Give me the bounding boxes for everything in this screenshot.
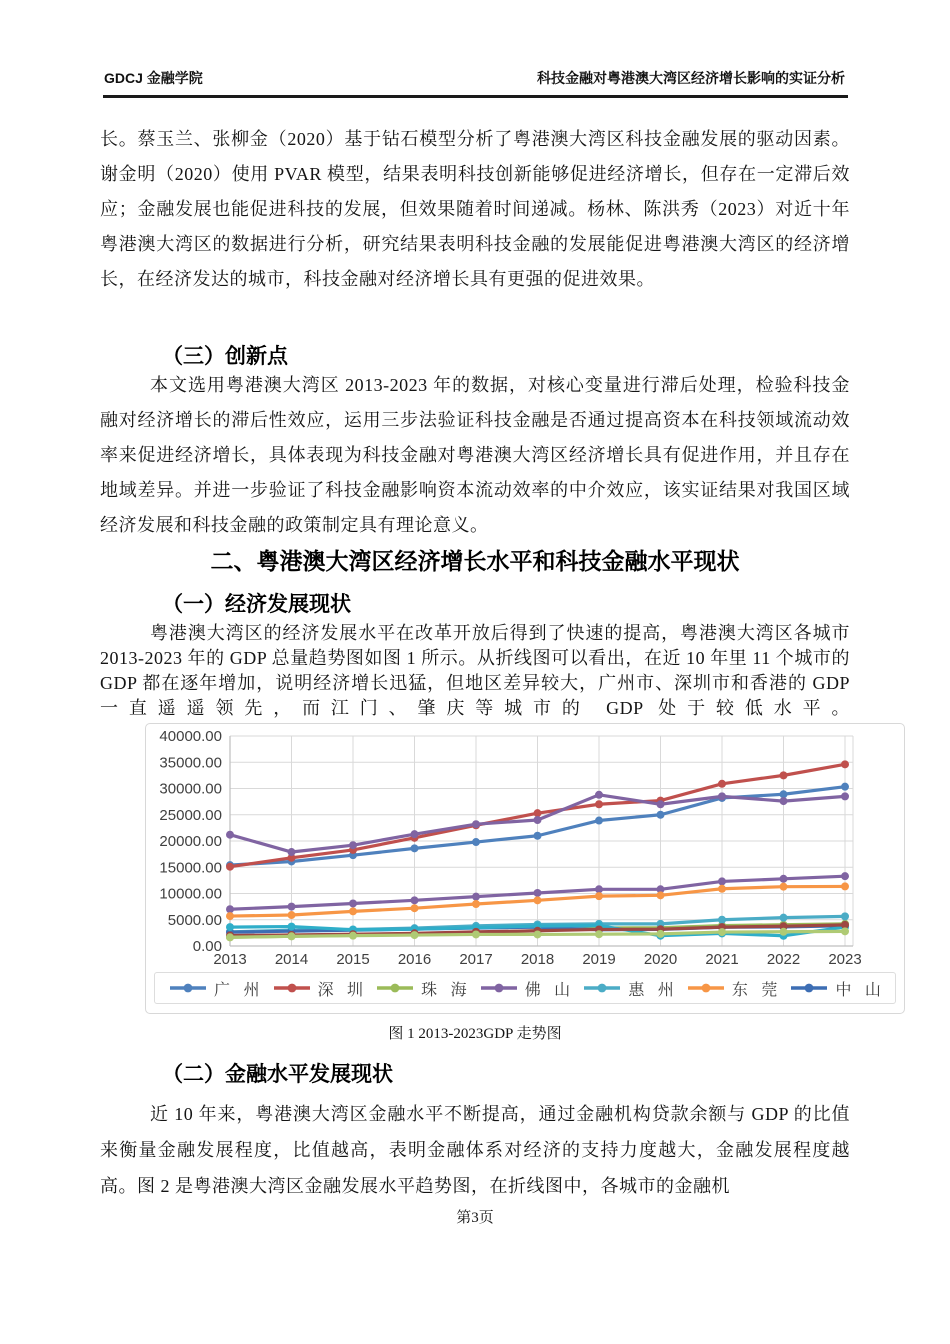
data-point-marker xyxy=(780,797,788,805)
legend-line-marker-icon xyxy=(273,983,311,993)
data-point-marker xyxy=(780,771,788,779)
legend-label: 中 山 xyxy=(835,981,881,999)
data-point-marker xyxy=(288,932,296,940)
legend-label: 佛 山 xyxy=(524,981,571,999)
data-point-marker xyxy=(657,800,665,808)
data-point-marker xyxy=(718,877,726,885)
data-point-marker xyxy=(841,912,849,920)
header-rule xyxy=(103,95,848,98)
x-tick-label: 2021 xyxy=(705,951,739,968)
data-point-marker xyxy=(534,832,542,840)
legend-label: 广 州 xyxy=(214,981,260,999)
heading-innovation: （三）创新点 xyxy=(162,345,288,368)
legend-line-marker-icon xyxy=(376,983,414,993)
legend-item xyxy=(687,977,777,1000)
paragraph-finance: 近 10 年来，粤港澳大湾区金融水平不断提高，通过金融机构贷款余额与 GDP 的比值来衡量金融发展程度，比值越高，表明金融体系对经济的支持力度越大，金融发展程度越高。图 2 是粤港澳大湾区金融发展水平趋势图，在折线图中，各城市的金融机 xyxy=(100,1104,850,1196)
data-point-marker xyxy=(226,905,234,913)
legend-line-marker-icon xyxy=(687,983,725,993)
gdp-chart-plot xyxy=(146,724,902,970)
data-point-marker xyxy=(226,912,234,920)
data-point-marker xyxy=(657,891,665,899)
legend-item xyxy=(583,977,673,1000)
x-tick-label: 2019 xyxy=(582,951,616,968)
legend-label: 珠 海 xyxy=(421,981,467,999)
data-point-marker xyxy=(226,923,234,931)
legend-line-marker-icon xyxy=(790,983,828,993)
data-point-marker xyxy=(534,896,542,904)
data-point-marker xyxy=(534,816,542,824)
data-point-marker xyxy=(718,780,726,788)
legend-item xyxy=(169,977,259,1000)
x-tick-label: 2015 xyxy=(336,951,370,968)
data-point-marker xyxy=(595,791,603,799)
data-point-marker xyxy=(411,830,419,838)
data-point-marker xyxy=(780,790,788,798)
data-point-marker xyxy=(841,760,849,768)
data-point-marker xyxy=(411,904,419,912)
data-point-marker xyxy=(349,899,357,907)
data-point-marker xyxy=(595,930,603,938)
paragraph-innovation: 本文选用粤港澳大湾区 2013-2023 年的数据，对核心变量进行滞后处理，检验科技金融对经济增长的滞后性效应，运用三步法验证科技金融是否通过提高资本在科技领域流动效率来促进经济增长，具体表现为科技金融对粤港澳大湾区经济增长具有促进作用，并且存在地域差异。并进一步验证了科技金融影响资本流动效率的中介效应，该实证结果对我国区域经济发展和科技金融的政策制定具有理论意义。 xyxy=(100,375,850,535)
x-tick-label: 2016 xyxy=(397,951,432,968)
data-point-marker xyxy=(226,831,234,839)
y-axis-tick-labels xyxy=(159,728,222,955)
y-tick-label: 15000.00 xyxy=(159,859,222,877)
y-tick-label: 5000.00 xyxy=(167,911,222,929)
legend-line-marker-icon xyxy=(169,983,207,993)
data-point-marker xyxy=(595,892,603,900)
chart-legend xyxy=(154,972,896,1004)
data-point-marker xyxy=(349,907,357,915)
data-point-marker xyxy=(780,928,788,936)
legend-item xyxy=(790,977,880,1000)
legend-label: 惠 州 xyxy=(628,981,674,999)
data-point-marker xyxy=(595,800,603,808)
data-point-marker xyxy=(657,930,665,938)
page-number: 第3页 xyxy=(456,1210,494,1226)
data-point-marker xyxy=(411,896,419,904)
data-point-marker xyxy=(841,882,849,890)
data-point-marker xyxy=(534,889,542,897)
data-point-marker xyxy=(288,903,296,911)
data-point-marker xyxy=(472,820,480,828)
data-point-marker xyxy=(657,811,665,819)
y-tick-label: 35000.00 xyxy=(159,754,222,772)
header-school: GDCJ 金融学院 xyxy=(104,70,203,86)
y-tick-label: 25000.00 xyxy=(159,806,222,824)
header-title: 科技金融对粤港澳大湾区经济增长影响的实证分析 xyxy=(537,70,845,86)
heading-section-two: 二、粤港澳大湾区经济增长水平和科技金融水平现状 xyxy=(210,548,740,574)
data-point-marker xyxy=(718,792,726,800)
y-tick-label: 20000.00 xyxy=(159,833,222,850)
figure-caption: 图 1 2013-2023GDP 走势图 xyxy=(388,1026,562,1042)
data-point-marker xyxy=(841,927,849,935)
data-point-marker xyxy=(718,928,726,936)
paragraph-literature-review: 长。蔡玉兰、张柳金（2020）基于钻石模型分析了粤港澳大湾区科技金融发展的驱动因素。谢金明（2020）使用 PVAR 模型，结果表明科技创新能够促进经济增长，但存在一定滞后效应；金融发展也能促进科技的发展，但效果随着时间递减。杨林、陈洪秀（2023）对近十年粤港澳大湾区的数据进行分析，研究结果表明科技金融的发展能促进粤港澳大湾区的经济增长，在经济发达的城市，科技金融对经济增长具有更强的促进效果。 xyxy=(100,129,850,289)
legend-item xyxy=(480,977,570,1000)
data-point-marker xyxy=(226,933,234,941)
x-axis-tick-labels xyxy=(213,951,861,968)
x-tick-label: 2020 xyxy=(643,951,678,968)
data-point-marker xyxy=(780,883,788,891)
data-point-marker xyxy=(841,872,849,880)
data-point-marker xyxy=(595,817,603,825)
heading-finance-status: （二）金融水平发展现状 xyxy=(162,1063,393,1086)
legend-item xyxy=(273,977,363,1000)
data-point-marker xyxy=(841,783,849,791)
data-point-marker xyxy=(349,841,357,849)
data-point-marker xyxy=(411,844,419,852)
x-tick-label: 2013 xyxy=(213,951,247,968)
data-point-marker xyxy=(534,809,542,817)
paragraph-economic: 粤港澳大湾区的经济发展水平在改革开放后得到了快速的提高，粤港澳大湾区各城市 2013-2023 年的 GDP 总量趋势图如图 1 所示。从折线图可以看出，在近 10 年里 11 个城市的 GDP 都在逐年增加，说明经济增长迅猛，但地区差异较大，广州市、深圳市和香港的 GDP 一直遥遥领先，而江门、肇庆等城市的 GDP 处于较低水平。 xyxy=(100,623,850,718)
x-tick-label: 2018 xyxy=(520,951,555,968)
data-point-marker xyxy=(841,792,849,800)
x-tick-label: 2022 xyxy=(766,951,801,968)
gdp-trend-chart xyxy=(145,723,905,1014)
y-tick-label: 40000.00 xyxy=(159,728,222,745)
data-point-marker xyxy=(718,885,726,893)
data-point-marker xyxy=(780,914,788,922)
data-point-marker xyxy=(349,932,357,940)
legend-item xyxy=(376,977,466,1000)
data-point-marker xyxy=(595,885,603,893)
x-tick-label: 2014 xyxy=(274,951,309,968)
data-point-marker xyxy=(472,838,480,846)
data-point-marker xyxy=(411,931,419,939)
data-point-marker xyxy=(472,900,480,908)
data-point-marker xyxy=(472,893,480,901)
legend-label: 深 圳 xyxy=(317,981,364,999)
data-point-marker xyxy=(288,923,296,931)
data-point-marker xyxy=(472,930,480,938)
x-tick-label: 2023 xyxy=(828,951,862,968)
y-tick-label: 30000.00 xyxy=(159,780,222,798)
data-point-marker xyxy=(534,930,542,938)
data-point-marker xyxy=(288,848,296,856)
data-point-marker xyxy=(226,863,234,871)
legend-line-marker-icon xyxy=(583,983,621,993)
legend-label: 东 莞 xyxy=(731,981,778,999)
data-point-marker xyxy=(718,916,726,924)
data-point-marker xyxy=(288,911,296,919)
x-tick-label: 2017 xyxy=(459,951,493,968)
heading-economic-status: （一）经济发展现状 xyxy=(162,593,351,616)
y-tick-label: 10000.00 xyxy=(159,885,222,903)
y-tick-label: 0.00 xyxy=(192,938,222,955)
legend-line-marker-icon xyxy=(480,983,518,993)
data-point-marker xyxy=(780,875,788,883)
